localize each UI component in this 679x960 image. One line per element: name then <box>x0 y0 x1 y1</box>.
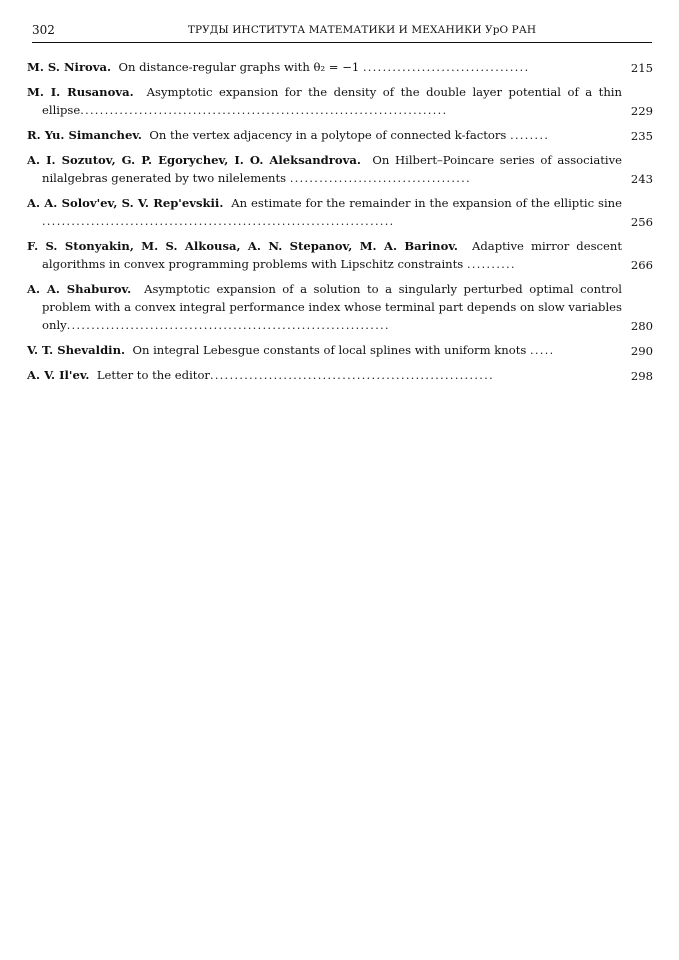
toc-leader: ........ <box>510 129 550 142</box>
toc-entry <box>27 151 653 188</box>
toc-leader: ........................................................................ <box>42 215 395 228</box>
toc-leader: .................................. <box>362 61 530 74</box>
toc-authors: A. A. Solov'ev, S. V. Rep'evskii. <box>27 196 224 210</box>
table-of-contents <box>27 58 653 391</box>
toc-title: On the vertex adjacency in a polytope of connected k-factors <box>149 128 507 142</box>
toc-authors: M. S. Nirova. <box>27 60 112 74</box>
toc-title: Asymptotic expansion of a solution to a singularly perturbed optimal control problem with a convex integral performance index whose terminal part depends on slow variables only <box>42 282 622 332</box>
toc-authors: A. I. Sozutov, G. P. Egorychev, I. O. Aleksandrova. <box>27 153 361 167</box>
toc-entry <box>27 58 653 77</box>
toc-leader: .......................................................... <box>209 369 494 382</box>
toc-leader: .......... <box>466 258 516 271</box>
toc-entry <box>27 341 653 360</box>
toc-page: 298 <box>630 369 653 383</box>
toc-page: 290 <box>630 344 653 358</box>
toc-page: 243 <box>630 172 653 186</box>
toc-entry <box>27 366 653 385</box>
toc-authors: A. V. Il'ev. <box>27 368 90 382</box>
toc-authors: A. A. Shaburov. <box>27 282 132 296</box>
toc-authors: R. Yu. Simanchev. <box>27 128 142 142</box>
toc-title: On integral Lebesgue constants of local splines with uniform knots <box>132 343 527 357</box>
toc-leader: ........................................................................... <box>80 104 448 117</box>
toc-page: 280 <box>630 319 653 333</box>
toc-entry <box>27 126 653 145</box>
toc-title: On Hilbert–Poincare series of associative nilalgebras generated by two nilelements <box>42 153 623 185</box>
toc-page: 256 <box>630 215 653 229</box>
toc-title: An estimate for the remainder in the expansion of the elliptic sine <box>231 196 622 210</box>
toc-title: Letter to the editor <box>96 368 210 382</box>
toc-page: 266 <box>630 258 653 272</box>
toc-entry <box>27 194 653 231</box>
toc-leader: ..................................... <box>289 172 472 185</box>
toc-authors: V. T. Shevaldin. <box>27 343 126 357</box>
toc-title: On distance-regular graphs with θ₂ = −1 <box>118 60 360 74</box>
toc-leader: .................................................................. <box>66 319 390 332</box>
toc-authors: M. I. Rusanova. <box>27 85 134 99</box>
toc-leader: ..... <box>530 344 555 357</box>
page-number: 302 <box>32 23 55 37</box>
toc-authors: F. S. Stonyakin, M. S. Alkousa, A. N. Stepanov, M. A. Barinov. <box>27 239 458 253</box>
toc-entry <box>27 280 653 335</box>
journal-title: ТРУДЫ ИНСТИТУТА МАТЕМАТИКИ И МЕХАНИКИ УрО РАН <box>187 24 537 36</box>
toc-page: 229 <box>630 104 653 118</box>
toc-page: 235 <box>630 129 653 143</box>
toc-entry <box>27 237 653 274</box>
toc-title: Adaptive mirror descent algorithms in convex programming problems with Lipschitz constraints <box>42 239 622 271</box>
toc-title: Asymptotic expansion for the density of the double layer potential of a thin ellipse <box>42 85 622 117</box>
running-head <box>32 22 652 43</box>
toc-entry <box>27 83 653 120</box>
toc-page: 215 <box>630 61 653 75</box>
